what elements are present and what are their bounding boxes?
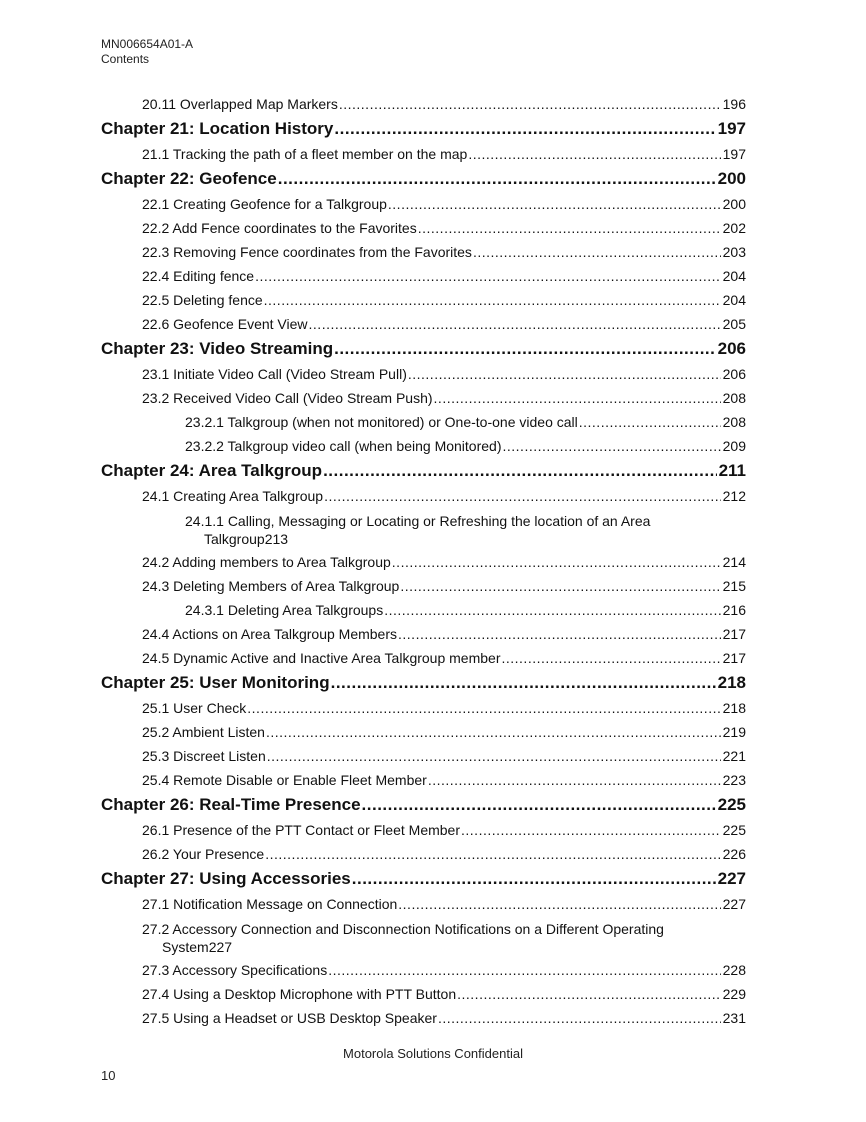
toc-entry-title: 24.1.1 Calling, Messaging or Locating or Refreshing the location of an Area [185, 513, 651, 529]
dot-leader [352, 866, 716, 892]
toc-page-number: 196 [722, 96, 746, 112]
toc-page-number: 216 [722, 602, 746, 618]
toc-entry-title-continued: System [162, 939, 209, 955]
toc-page-number: 208 [722, 414, 746, 430]
toc-page-number: 200 [722, 196, 746, 212]
dot-leader [331, 670, 716, 696]
toc-page-number: 223 [722, 772, 746, 788]
toc-page-number: 217 [722, 626, 746, 642]
toc-entry[interactable] [142, 958, 746, 982]
toc-entry-title: 27.1 Notification Message on Connection [142, 896, 398, 912]
toc-entry[interactable] [142, 216, 746, 240]
toc-entry[interactable] [142, 192, 746, 216]
dot-leader [255, 264, 721, 288]
toc-entry-title: 25.2 Ambient Listen [142, 724, 265, 740]
toc-entry[interactable] [142, 92, 746, 116]
toc-page-number: 218 [722, 700, 746, 716]
table-of-contents [0, 92, 866, 1030]
toc-chapter-title: Chapter 25: User Monitoring [101, 673, 330, 692]
dot-leader [503, 434, 721, 458]
toc-entry[interactable] [185, 598, 746, 622]
dot-leader [339, 92, 721, 116]
toc-entry[interactable] [142, 818, 746, 842]
toc-page-number: 217 [722, 650, 746, 666]
toc-entry[interactable] [142, 264, 746, 288]
toc-entry[interactable] [142, 312, 746, 336]
dot-leader [323, 458, 717, 484]
dot-leader [398, 622, 721, 646]
toc-chapter-entry[interactable] [101, 458, 746, 484]
toc-page-number: 203 [722, 244, 746, 260]
toc-entry[interactable] [142, 982, 746, 1006]
toc-entry-title-continued: Talkgroup [204, 531, 265, 547]
toc-page-number: 208 [722, 390, 746, 406]
toc-entry-title: 27.2 Accessory Connection and Disconnection Notifications on a Different Operating [142, 921, 664, 937]
toc-entry[interactable] [142, 892, 746, 916]
confidential-footer: Motorola Solutions Confidential [343, 1046, 523, 1061]
toc-entry-title: 22.4 Editing fence [142, 268, 255, 284]
toc-entry-title: 23.2.1 Talkgroup (when not monitored) or One-to-one video call [185, 414, 578, 430]
toc-entry[interactable] [142, 362, 746, 386]
toc-page-number: 226 [722, 846, 746, 862]
toc-entry[interactable] [142, 744, 746, 768]
toc-page-number: 206 [717, 339, 746, 358]
toc-chapter-title: Chapter 23: Video Streaming [101, 339, 334, 358]
dot-leader [309, 312, 721, 336]
toc-entry-title: 27.3 Accessory Specifications [142, 962, 328, 978]
toc-chapter-entry[interactable] [101, 336, 746, 362]
toc-entry[interactable] [185, 410, 746, 434]
toc-entry-title: 24.1 Creating Area Talkgroup [142, 488, 324, 504]
toc-entry[interactable] [142, 696, 746, 720]
toc-entry-title: 27.4 Using a Desktop Microphone with PTT Button [142, 986, 457, 1002]
toc-page-number: 197 [722, 146, 746, 162]
toc-entry-title: 23.2 Received Video Call (Video Stream Push) [142, 390, 433, 406]
toc-entry[interactable] [142, 916, 746, 958]
dot-leader [388, 192, 721, 216]
toc-entry-title: 27.5 Using a Headset or USB Desktop Speaker [142, 1010, 437, 1026]
toc-entry-title: 23.2.2 Talkgroup video call (when being Monitored) [185, 438, 502, 454]
dot-leader [461, 818, 721, 842]
toc-page-number: 228 [722, 962, 746, 978]
toc-entry-title: 24.5 Dynamic Active and Inactive Area Talkgroup member [142, 650, 501, 666]
toc-page-number: 204 [722, 268, 746, 284]
toc-entry[interactable] [142, 288, 746, 312]
dot-leader [501, 646, 720, 670]
toc-page-number: 197 [717, 119, 746, 138]
toc-entry[interactable] [185, 434, 746, 458]
dot-leader [408, 362, 721, 386]
toc-entry-title: 24.3 Deleting Members of Area Talkgroup [142, 578, 400, 594]
toc-chapter-title: Chapter 27: Using Accessories [101, 869, 351, 888]
toc-entry[interactable] [142, 550, 746, 574]
toc-entry[interactable] [142, 768, 746, 792]
toc-chapter-entry[interactable] [101, 670, 746, 696]
toc-entry[interactable] [142, 842, 746, 866]
toc-page-number: 202 [722, 220, 746, 236]
toc-chapter-title: Chapter 26: Real-Time Presence [101, 795, 361, 814]
toc-page-number: 211 [718, 461, 746, 480]
toc-entry-title: 25.4 Remote Disable or Enable Fleet Member [142, 772, 427, 788]
dot-leader [265, 842, 720, 866]
dot-leader [468, 142, 720, 166]
dot-leader [278, 166, 716, 192]
page-header [101, 37, 193, 67]
dot-leader [362, 792, 716, 818]
section-name: Contents [101, 52, 150, 66]
toc-page-number: 229 [722, 986, 746, 1002]
toc-entry[interactable] [185, 508, 746, 550]
dot-leader [473, 240, 721, 264]
toc-chapter-entry[interactable] [101, 116, 746, 142]
toc-entry[interactable] [142, 386, 746, 410]
dot-leader [579, 410, 721, 434]
dot-leader [328, 958, 720, 982]
dot-leader [428, 768, 721, 792]
toc-page-number: 213 [264, 531, 289, 547]
toc-page-number: 205 [722, 316, 746, 332]
dot-leader [438, 1006, 721, 1030]
toc-entry-title: 22.5 Deleting fence [142, 292, 263, 308]
document-id: MN006654A01-A [101, 37, 194, 51]
dot-leader [334, 116, 715, 142]
toc-page-number: 225 [717, 795, 746, 814]
dot-leader [434, 386, 721, 410]
toc-entry-title: 22.1 Creating Geofence for a Talkgroup [142, 196, 387, 212]
toc-entry-title: 25.3 Discreet Listen [142, 748, 266, 764]
dot-leader [266, 720, 721, 744]
toc-entry[interactable] [142, 622, 746, 646]
toc-entry-title: 26.1 Presence of the PTT Contact or Fleet Member [142, 822, 461, 838]
toc-entry[interactable] [142, 574, 746, 598]
toc-entry-title: 24.4 Actions on Area Talkgroup Members [142, 626, 398, 642]
dot-leader [418, 216, 721, 240]
toc-page-number: 227 [208, 939, 233, 955]
dot-leader [392, 550, 721, 574]
toc-entry-title: 21.1 Tracking the path of a fleet member on the map [142, 146, 468, 162]
toc-entry-title: 26.2 Your Presence [142, 846, 265, 862]
toc-page-number: 221 [722, 748, 746, 764]
toc-page-number: 231 [722, 1010, 746, 1026]
toc-entry-title: 23.1 Initiate Video Call (Video Stream Pull) [142, 366, 407, 382]
dot-leader [264, 288, 721, 312]
dot-leader [457, 982, 721, 1006]
page-number: 10 [101, 1068, 116, 1083]
toc-entry[interactable] [142, 1006, 746, 1030]
toc-chapter-entry[interactable] [101, 866, 746, 892]
toc-entry[interactable] [142, 720, 746, 744]
dot-leader [334, 336, 716, 362]
toc-entry[interactable] [142, 240, 746, 264]
toc-page-number: 212 [722, 488, 746, 504]
toc-entry-title: 24.2 Adding members to Area Talkgroup [142, 554, 391, 570]
toc-chapter-title: Chapter 24: Area Talkgroup [101, 461, 323, 480]
toc-entry-title: 25.1 User Check [142, 700, 247, 716]
dot-leader [247, 696, 720, 720]
toc-entry-title: 22.6 Geofence Event View [142, 316, 308, 332]
toc-page-number: 214 [722, 554, 746, 570]
toc-page-number: 206 [722, 366, 746, 382]
toc-entry[interactable] [142, 484, 746, 508]
toc-entry-title: 24.3.1 Deleting Area Talkgroups [185, 602, 384, 618]
toc-page-number: 225 [722, 822, 746, 838]
dot-leader [267, 744, 721, 768]
toc-chapter-entry[interactable] [101, 792, 746, 818]
toc-chapter-title: Chapter 21: Location History [101, 119, 334, 138]
toc-entry-title: 22.3 Removing Fence coordinates from the Favorites [142, 244, 472, 260]
toc-page-number: 219 [722, 724, 746, 740]
dot-leader [324, 484, 721, 508]
toc-page-number: 218 [717, 673, 746, 692]
toc-page-number: 215 [722, 578, 746, 594]
toc-page-number: 227 [717, 869, 746, 888]
dot-leader [384, 598, 720, 622]
toc-entry-title: 22.2 Add Fence coordinates to the Favorites [142, 220, 417, 236]
toc-entry-title: 20.11 Overlapped Map Markers [142, 96, 338, 112]
toc-chapter-title: Chapter 22: Geofence [101, 169, 277, 188]
toc-page-number: 200 [717, 169, 746, 188]
toc-entry[interactable] [142, 142, 746, 166]
toc-page-number: 209 [722, 438, 746, 454]
toc-page-number: 227 [722, 896, 746, 912]
dot-leader [400, 574, 720, 598]
dot-leader [398, 892, 720, 916]
toc-entry[interactable] [142, 646, 746, 670]
toc-chapter-entry[interactable] [101, 166, 746, 192]
toc-page-number: 204 [722, 292, 746, 308]
